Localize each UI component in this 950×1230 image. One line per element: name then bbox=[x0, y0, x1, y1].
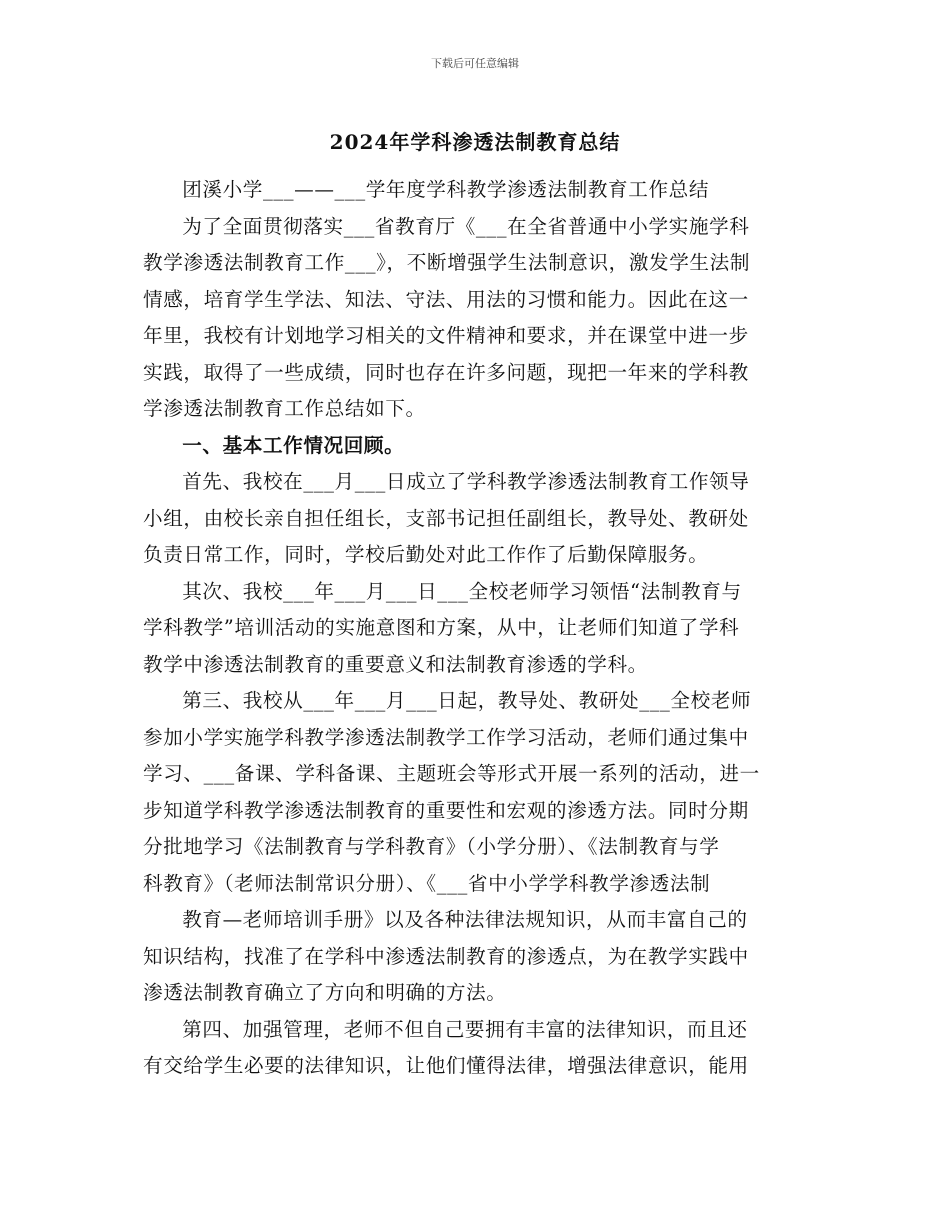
paragraph-line: 学渗透法制教育工作总结如下。 bbox=[143, 397, 426, 420]
paragraph-line: 其次、我校___年___月___日___全校老师学习领悟“法制教育与 bbox=[182, 579, 742, 603]
paragraph-line: 第四、加强管理，老师不但自己要拥有丰富的法律知识，而且还 bbox=[182, 1017, 748, 1041]
paragraph-line: 第三、我校从___年___月___日起，教导处、教研处___全校老师 bbox=[182, 689, 752, 712]
page-header-note: 下载后可任意编辑 bbox=[431, 57, 519, 70]
paragraph-line: 知识结构，找准了在学科中渗透法制教育的渗透点，为在教学实践中 bbox=[143, 944, 749, 968]
paragraph-line: 渗透法制教育确立了方向和明确的方法。 bbox=[143, 981, 507, 1004]
paragraph-line: 年里，我校有计划地学习相关的文件精神和要求，并在课堂中进一步 bbox=[143, 324, 749, 347]
document-body bbox=[143, 172, 809, 1085]
paragraph-line: 有交给学生必要的法律知识，让他们懂得法律，增强法律意识，能用 bbox=[143, 1054, 749, 1077]
paragraph-line: 科教育》（老师法制常识分册）、《___省中小学学科教学渗透法制 bbox=[143, 871, 711, 895]
section-heading: 一、基本工作情况回顾。 bbox=[182, 433, 405, 457]
paragraph-line: 步知道学科教学渗透法制教育的重要性和宏观的渗透方法。同时分期 bbox=[143, 798, 749, 822]
paragraph-line: 情感，培育学生学法、知法、守法、用法的习惯和能力。因此在这一 bbox=[143, 287, 749, 311]
paragraph-line: 分批地学习《法制教育与学科教育》（小学分册）、《法制教育与学 bbox=[143, 835, 720, 858]
paragraph-line: 教学渗透法制教育工作___》，不断增强学生法制意识，激发学生法制 bbox=[143, 251, 751, 274]
paragraph-line: 团溪小学___——___学年度学科教学渗透法制教育工作总结 bbox=[182, 178, 710, 201]
paragraph-line: 学科教学”培训活动的实施意图和方案，从中，让老师们知道了学科 bbox=[143, 616, 740, 639]
document-title: 2024年学科渗透法制教育总结 bbox=[329, 130, 621, 154]
paragraph-line: 实践，取得了一些成绩，同时也存在许多问题，现把一年来的学科教 bbox=[143, 360, 749, 384]
paragraph-line: 小组，由校长亲自担任组长，支部书记担任副组长，教导处、教研处 bbox=[143, 506, 749, 530]
paragraph-line: 学习、___备课、学科备课、主题班会等形式开展一系列的活动，进一 bbox=[143, 762, 760, 785]
paragraph-line: 参加小学实施学科教学渗透法制教学工作学习活动，老师们通过集中 bbox=[143, 725, 749, 749]
paragraph-line: 为了全面贯彻落实___省教育厅《___在全省普通中小学实施学科 bbox=[182, 214, 750, 238]
paragraph-line: 负责日常工作，同时，学校后勤处对此工作作了后勤保障服务。 bbox=[143, 543, 709, 566]
paragraph-line: 教学中渗透法制教育的重要意义和法制教育渗透的学科。 bbox=[143, 652, 648, 676]
paragraph-line: 教育—老师培训手册》以及各种法律法规知识，从而丰富自己的 bbox=[182, 908, 748, 931]
paragraph-line: 首先、我校在___月___日成立了学科教学渗透法制教育工作领导 bbox=[182, 470, 750, 493]
